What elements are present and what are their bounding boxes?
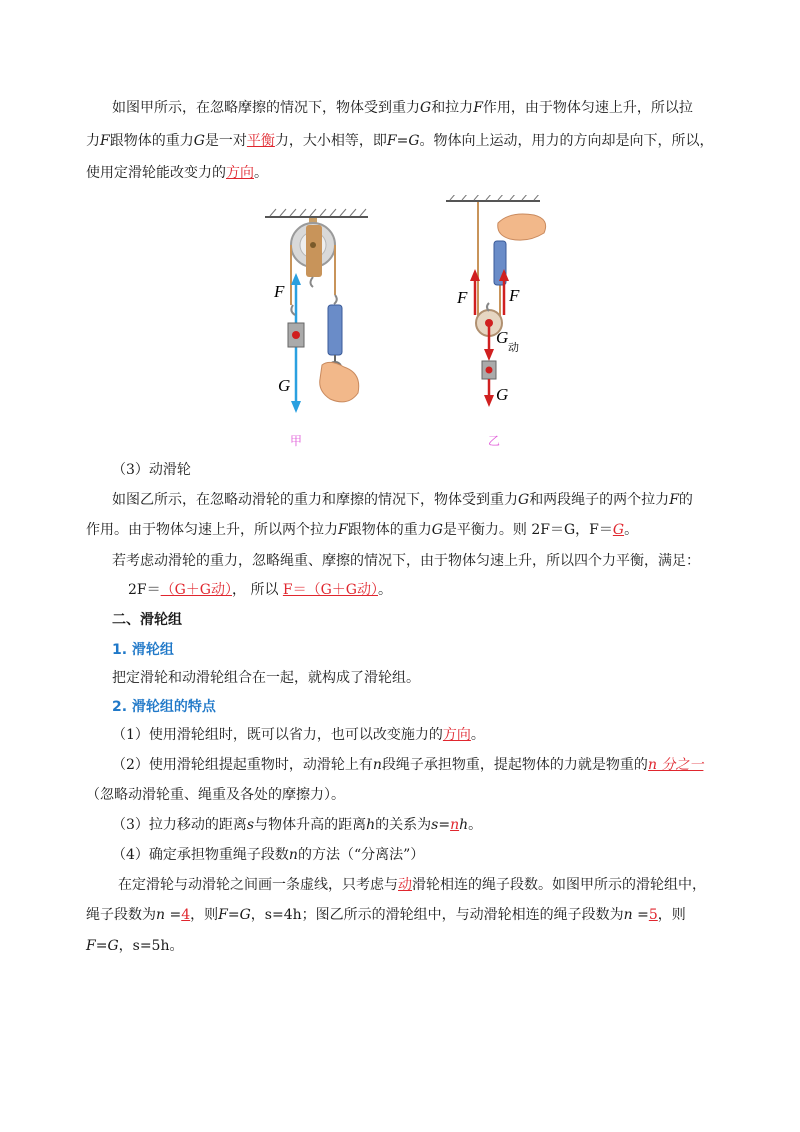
right-Gdong-label: G — [496, 328, 509, 347]
left-F-label: F — [274, 282, 285, 301]
fixed-pulley-diagram — [265, 209, 368, 413]
movable-pulley-diagram — [446, 195, 546, 407]
method-line1: 在定滑轮与动滑轮之间画一条虚线，只考虑与动滑轮相连的绳子段数。如图甲所示的滑轮组中， — [118, 877, 706, 893]
section3-line1: 如图乙所示，在忽略动滑轮的重力和摩擦的情况下，物体受到重力G和两段绳子的两个拉力F的 — [112, 492, 693, 508]
answer-item3: n — [450, 817, 460, 833]
right-Gdong-sub: 动 — [508, 342, 519, 354]
answer-5: 5 — [648, 907, 658, 923]
sub1-text: 把定滑轮和动滑轮组合在一起，就构成了滑轮组。 — [112, 670, 420, 686]
section3-line3: 若考虑动滑轮的重力，忽略绳重、摩擦的情况下，由于物体匀速上升，所以四个力平衡，满足： — [112, 553, 700, 569]
answer-balance: 平衡 — [246, 133, 275, 149]
left-G-label: G — [278, 376, 291, 395]
heading-pulley-group: 二、滑轮组 — [112, 612, 182, 628]
subheading-2: 2. 滑轮组的特点 — [112, 699, 216, 715]
item-2-cont: （忽略动滑轮重、绳重及各处的摩擦力）。 — [86, 787, 345, 803]
method-line2: 绳子段数为n =4，则F=G，s=4h；图乙所示的滑轮组中，与动滑轮相连的绳子段数为n =5，则 — [86, 907, 686, 923]
answer-eq1: （G＋G动） — [160, 582, 232, 598]
item-1: （1）使用滑轮组时，既可以省力，也可以改变施力的方向。 — [112, 727, 485, 743]
method-line3: F=G，s=5h。 — [86, 938, 184, 954]
caption-jia: 甲 — [290, 434, 303, 448]
answer-item2: n 分之一 — [647, 757, 704, 773]
section3-title: （3）动滑轮 — [112, 462, 191, 478]
right-G-label: G — [496, 385, 509, 404]
pulley-figure — [250, 195, 570, 425]
answer-dong: 动 — [398, 877, 412, 893]
section3-equation: 2F＝（G＋G动）， 所以 F＝（G＋G动）。 — [128, 582, 392, 598]
item-4: （4）确定承担物重绳子段数n的方法（“分离法”） — [112, 847, 425, 863]
answer-direction: 方向 — [226, 165, 254, 181]
item-3: （3）拉力移动的距离s与物体升高的距离h的关系为s=nh。 — [112, 817, 483, 833]
right-F-left-label: F — [457, 288, 468, 307]
para1-line2: 力F跟物体的重力G是一对平衡力，大小相等，即F=G。物体向上运动，用力的方向却是向下，所以， — [86, 133, 714, 149]
answer-G: G — [612, 522, 625, 538]
para1-line3: 使用定滑轮能改变力的方向。 — [86, 165, 268, 181]
subheading-1: 1. 滑轮组 — [112, 642, 174, 658]
right-F-right-label: F — [509, 286, 520, 305]
answer-eq2: F＝（G＋G动） — [282, 582, 378, 598]
answer-item1: 方向 — [442, 727, 471, 743]
caption-yi: 乙 — [488, 434, 501, 448]
para1-line1: 如图甲所示，在忽略摩擦的情况下，物体受到重力G和拉力F作用，由于物体匀速上升，所以拉 — [112, 100, 693, 116]
section3-line2: 作用。由于物体匀速上升，所以两个拉力F跟物体的重力G是平衡力。则 2F＝G，F＝G。 — [86, 522, 639, 538]
item-2: （2）使用滑轮组提起重物时，动滑轮上有n段绳子承担物重，提起物体的力就是物重的n 分之一 — [112, 757, 704, 773]
answer-4: 4 — [181, 907, 191, 923]
